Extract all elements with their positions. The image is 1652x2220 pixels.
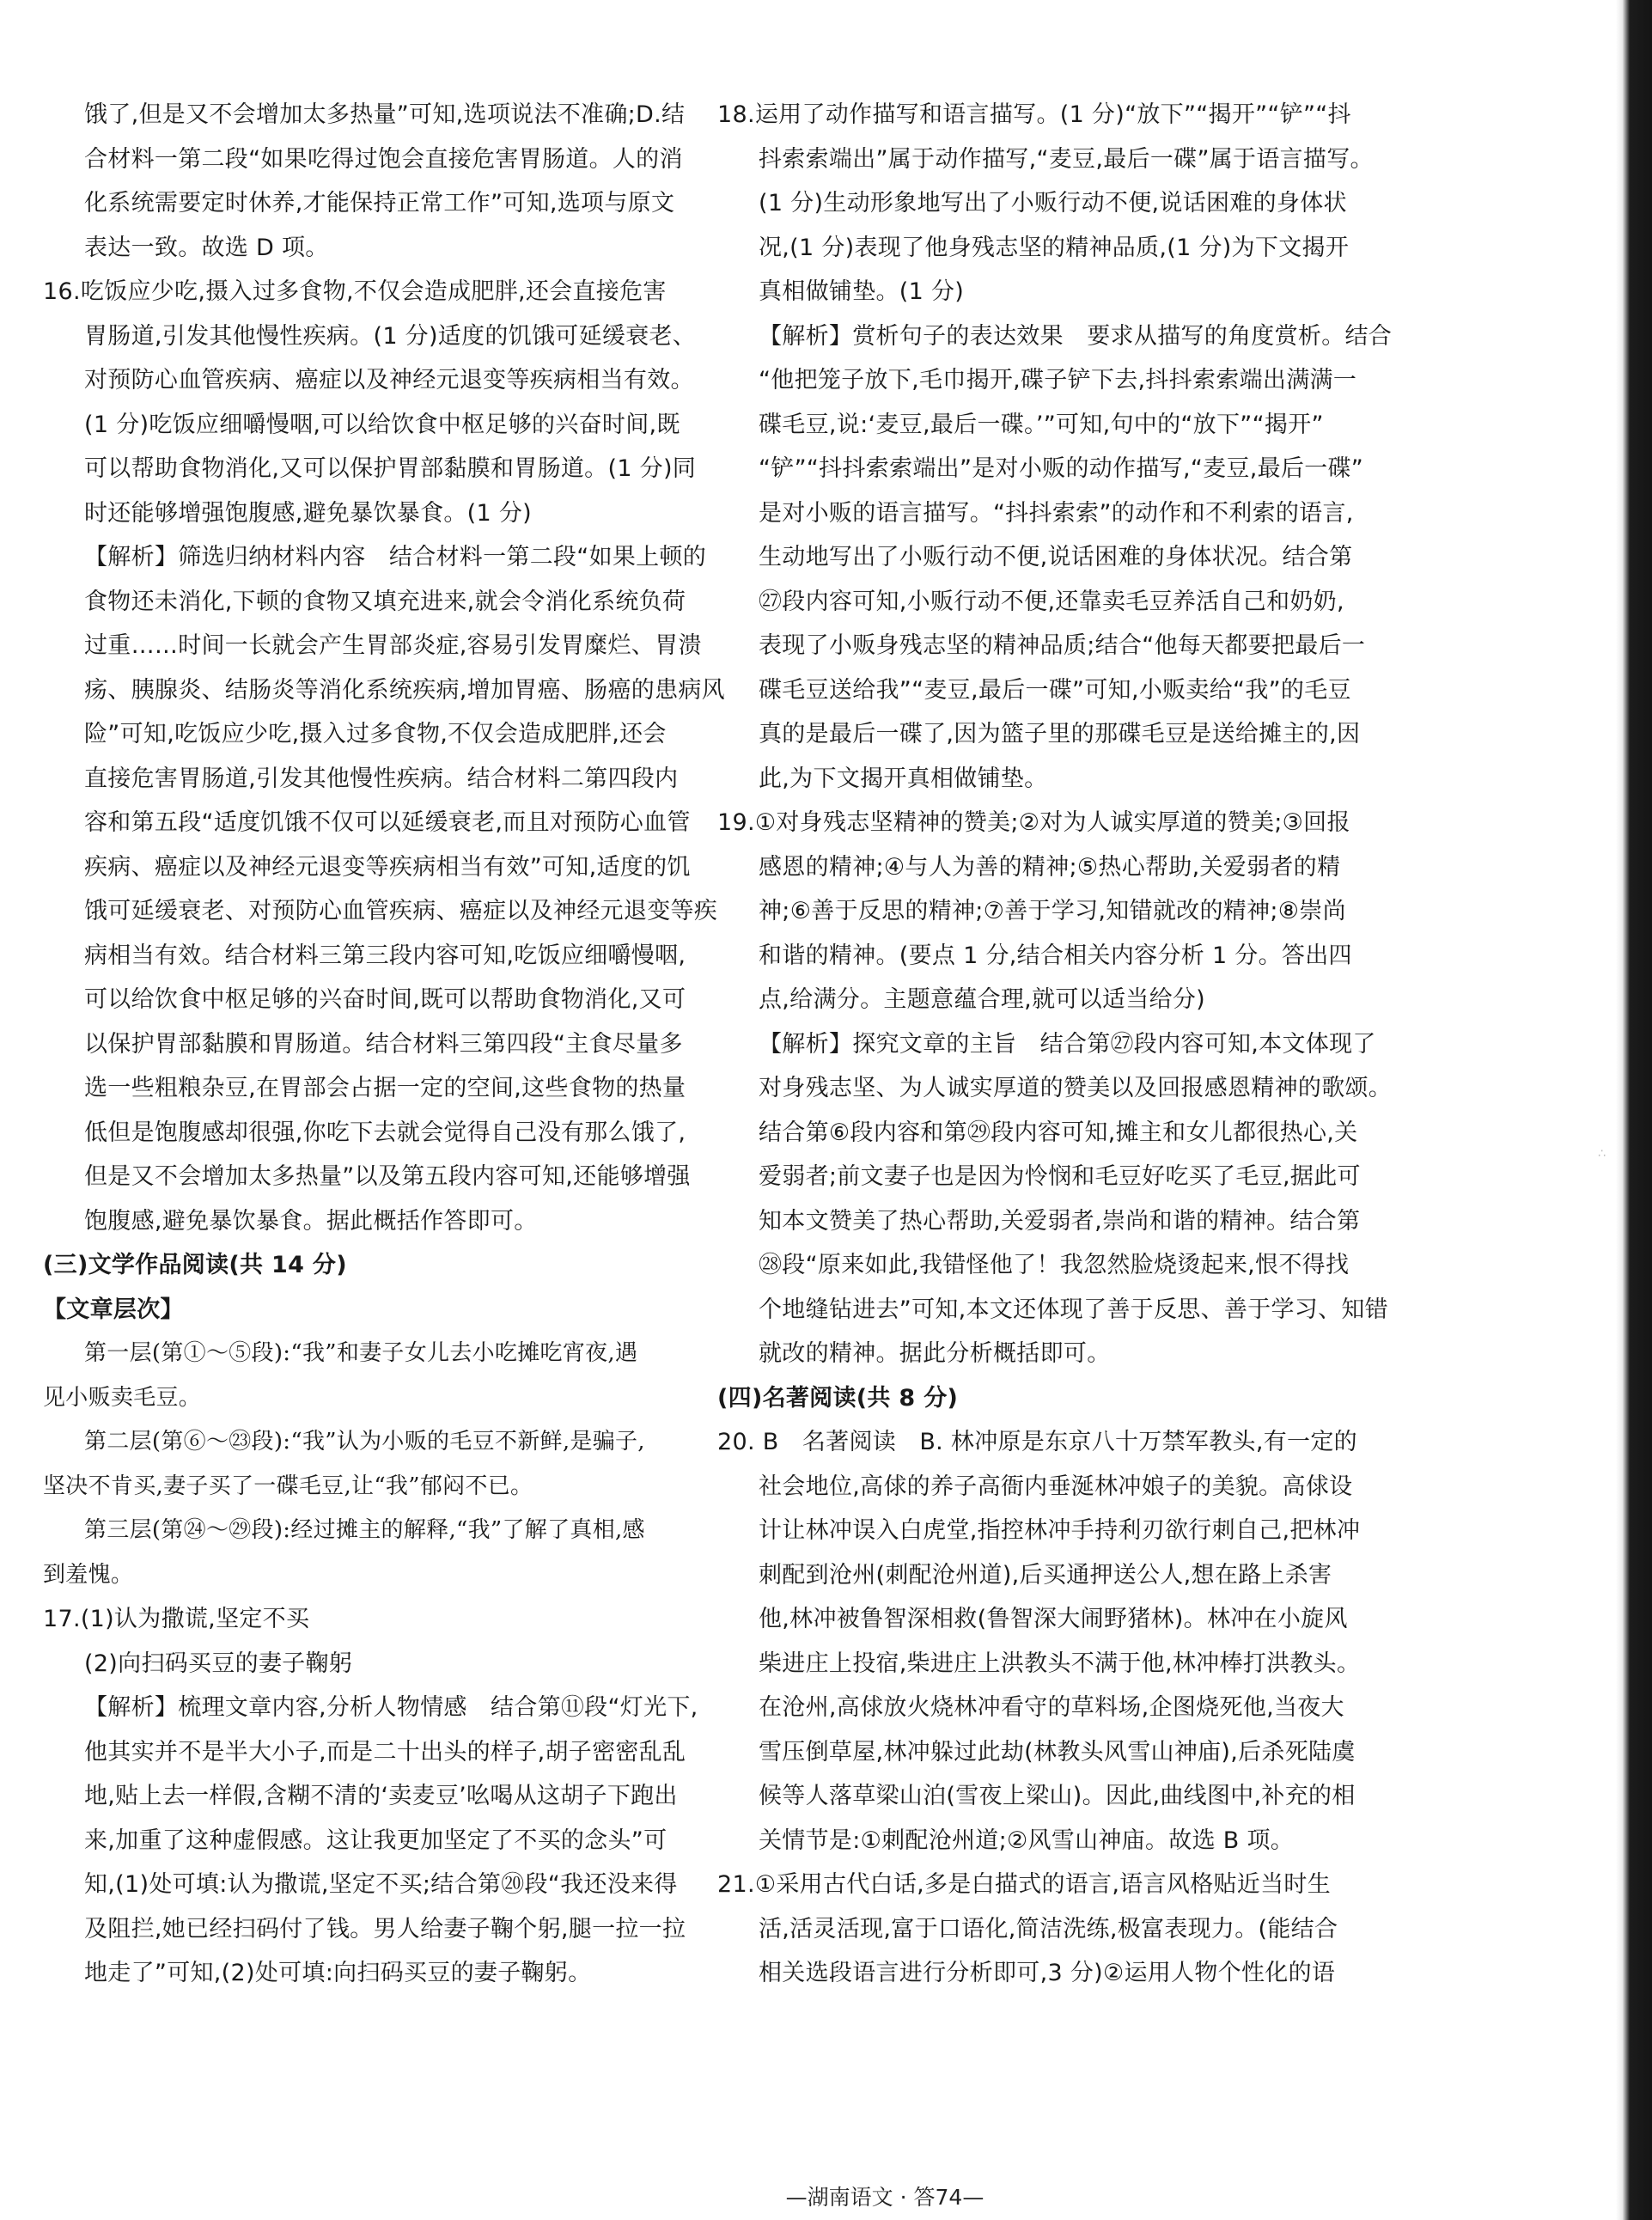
text-line: 相关选段语言进行分析即可,3 分)②运用人物个性化的语: [759, 1960, 1336, 1986]
text-line: (四)名著阅读(共 8 分): [717, 1384, 959, 1412]
text-line: 感恩的精神;④与人为善的精神;⑤热心帮助,关爱弱者的精: [759, 853, 1341, 881]
text-line: 来,加重了这种虚假感。这让我更加坚定了不买的念头”可: [84, 1827, 668, 1854]
text-line: 结合第⑥段内容和第㉙段内容可知,摊主和女儿都很热心,关: [759, 1119, 1358, 1146]
text-line: 选一些粗粮杂豆,在胃部会占据一定的空间,这些食物的热量: [84, 1075, 686, 1101]
scan-edge-shadow: [1616, 0, 1652, 2220]
text-line: 关情节是:①刺配沧州道;②风雪山神庙。故选 B 项。: [759, 1827, 1295, 1854]
text-line: 【解析】探究文章的主旨 结合第㉗段内容可知,本文体现了: [759, 1030, 1376, 1058]
text-line: 过重……时间一长就会产生胃部炎症,容易引发胃糜烂、胃溃: [84, 632, 702, 659]
text-line: 雪压倒草屋,林冲躲过此劫(林教头风雪山神庙),后杀死陆虞: [759, 1738, 1356, 1766]
text-line: 坚决不肯买,妻子买了一碟毛豆,让“我”郁闷不已。: [43, 1473, 533, 1499]
text-line: 合材料一第二段“如果吃得过饱会直接危害胃肠道。人的消: [84, 145, 683, 173]
text-line: 疡、胰腺炎、结肠炎等消化系统疾病,增加胃癌、肠癌的患病风: [84, 676, 725, 704]
text-line: 他,林冲被鲁智深相救(鲁智深大闹野猪林)。林冲在小旋风: [759, 1606, 1348, 1632]
text-line: 神;⑥善于反思的精神;⑦善于学习,知错就改的精神;⑧崇尚: [759, 898, 1346, 924]
text-line: 可以给饮食中枢足够的兴奋时间,既可以帮助食物消化,又可: [84, 986, 686, 1013]
text-line: 【解析】筛选归纳材料内容 结合材料一第二段“如果上顿的: [84, 544, 707, 570]
text-line: (1 分)生动形象地写出了小贩行动不便,说话困难的身体状: [759, 190, 1347, 217]
text-line: ㉗段内容可知,小贩行动不便,还靠卖毛豆养活自己和奶奶,: [759, 588, 1344, 615]
text-line: (2)向扫码买豆的妻子鞠躬: [84, 1650, 353, 1677]
text-line: 碟毛豆,说:‘麦豆,最后一碟。’”可知,句中的“放下”“揭开”: [759, 411, 1324, 438]
text-line: 病相当有效。结合材料三第三段内容可知,吃饭应细嚼慢咽,: [84, 942, 686, 969]
text-line: 个地缝钻进去”可知,本文还体现了善于反思、善于学习、知错: [759, 1296, 1388, 1323]
text-line: 18.运用了动作描写和语言描写。(1 分)“放下”“揭开”“铲”“抖: [717, 101, 1351, 128]
text-line: 17.(1)认为撒谎,坚定不买: [43, 1606, 310, 1632]
text-line: 饿了,但是又不会增加太多热量”可知,选项说法不准确;D.结: [84, 101, 686, 128]
text-line: 是对小贩的语言描写。“抖抖索索”的动作和不利索的语言,: [759, 499, 1354, 527]
text-line: 容和第五段“适度饥饿不仅可以延缓衰老,而且对预防心血管: [84, 809, 691, 836]
text-line: 险”可知,吃饭应少吃,摄入过多食物,不仅会造成肥胖,还会: [84, 721, 667, 747]
text-line: 就改的精神。据此分析概括即可。: [759, 1340, 1111, 1367]
left-column: [43, 93, 725, 1996]
text-line: 知本文赞美了热心帮助,关爱弱者,崇尚和谐的精神。结合第: [759, 1207, 1361, 1235]
text-line: 对身残志坚、为人诚实厚道的赞美以及回报感恩精神的歌颂。: [759, 1075, 1393, 1101]
text-line: 柴进庄上投宿,柴进庄上洪教头不满于他,林冲棒打洪教头。: [759, 1650, 1361, 1677]
text-line: 他其实并不是半大小子,而是二十出头的样子,胡子密密乱乱: [84, 1738, 686, 1766]
text-line: 16.吃饭应少吃,摄入过多食物,不仅会造成肥胖,还会直接危害: [43, 278, 667, 305]
text-line: 21.①采用古代白话,多是白描式的语言,语言风格贴近当时生: [717, 1871, 1332, 1898]
text-line: 饿可延缓衰老、对预防心血管疾病、癌症以及神经元退变等疾: [84, 898, 718, 924]
text-line: 抖索索端出”属于动作描写,“麦豆,最后一碟”属于语言描写。: [759, 145, 1374, 173]
right-column: [717, 93, 1405, 1996]
text-line: 候等人落草梁山泊(雪夜上梁山)。因此,曲线图中,补充的相: [759, 1783, 1356, 1809]
text-line: “铲”“抖抖索索端出”是对小贩的动作描写,“麦豆,最后一碟”: [759, 455, 1364, 482]
text-line: 刺配到沧州(刺配沧州道),后买通押送公人,想在路上杀害: [759, 1561, 1332, 1589]
text-line: 爱弱者;前文妻子也是因为怜悯和毛豆好吃买了毛豆,据此可: [759, 1163, 1361, 1190]
text-line: 20. B 名著阅读 B. 林冲原是东京八十万禁军教头,有一定的: [717, 1429, 1357, 1455]
text-line: 直接危害胃肠道,引发其他慢性疾病。结合材料二第四段内: [84, 765, 679, 792]
text-line: 及阻拦,她已经扫码付了钱。男人给妻子鞠个躬,腿一拉一拉: [84, 1915, 686, 1942]
text-line: 碟毛豆送给我”“麦豆,最后一碟”可知,小贩卖给“我”的毛豆: [759, 676, 1351, 704]
text-line: 19.①对身残志坚精神的赞美;②对为人诚实厚道的赞美;③回报: [717, 809, 1350, 836]
text-line: (1 分)吃饭应细嚼慢咽,可以给饮食中枢足够的兴奋时间,既: [84, 411, 680, 438]
text-line: 表达一致。故选 D 项。: [84, 234, 329, 261]
text-line: (三)文学作品阅读(共 14 分): [43, 1252, 347, 1278]
text-line: 第一层(第①～⑤段):“我”和妻子女儿去小吃摊吃宵夜,遇: [84, 1340, 638, 1366]
text-line: 胃肠道,引发其他慢性疾病。(1 分)适度的饥饿可延缓衰老、: [84, 322, 697, 350]
text-line: 活,活灵活现,富于口语化,简洁洗练,极富表现力。(能结合: [759, 1915, 1338, 1942]
text-line: 第三层(第㉔～㉙段):经过摊主的解释,“我”了解了真相,感: [84, 1517, 645, 1543]
text-line: 真的是最后一碟了,因为篮子里的那碟毛豆是送给摊主的,因: [759, 721, 1361, 747]
text-line: 见小贩卖毛豆。: [43, 1384, 202, 1411]
page-footer: —湖南语文 · 答74—: [785, 2185, 984, 2210]
text-line: 疾病、癌症以及神经元退变等疾病相当有效”可知,适度的饥: [84, 853, 691, 881]
text-line: 知,(1)处可填:认为撒谎,坚定不买;结合第⑳段“我还没来得: [84, 1871, 678, 1898]
text-line: 【解析】赏析句子的表达效果 要求从描写的角度赏析。结合: [759, 322, 1393, 350]
text-line: 社会地位,高俅的养子高衙内垂涎林冲娘子的美貌。高俅设: [759, 1473, 1353, 1500]
text-line: 此,为下文揭开真相做铺垫。: [759, 765, 1048, 792]
text-line: 地走了”可知,(2)处可填:向扫码买豆的妻子鞠躬。: [84, 1960, 592, 1986]
text-line: 计让林冲误入白虎堂,指控林冲手持利刃欲行刺自己,把林冲: [759, 1517, 1361, 1544]
text-line: 时还能够增强饱腹感,避免暴饮暴食。(1 分): [84, 499, 533, 527]
text-line: 到羞愧。: [43, 1561, 134, 1588]
text-line: 和谐的精神。(要点 1 分,结合相关内容分析 1 分。答出四: [759, 942, 1352, 969]
text-line: 对预防心血管疾病、癌症以及神经元退变等疾病相当有效。: [84, 367, 694, 393]
text-line: “他把笼子放下,毛巾揭开,碟子铲下去,抖抖索索端出满满一: [759, 367, 1357, 393]
text-line: ㉘段“原来如此,我错怪他了！我忽然脸烧烫起来,恨不得找: [759, 1252, 1350, 1278]
text-line: 在沧州,高俅放火烧林冲看守的草料场,企图烧死他,当夜大: [759, 1694, 1344, 1721]
scan-speck: ∴: [1598, 1147, 1606, 1161]
text-line: 低但是饱腹感却很强,你吃下去就会觉得自己没有那么饿了,: [84, 1119, 686, 1146]
text-line: 以保护胃部黏膜和胃肠道。结合材料三第四段“主食尽量多: [84, 1030, 683, 1058]
text-line: 【文章层次】: [43, 1296, 184, 1323]
text-line: 饱腹感,避免暴饮暴食。据此概括作答即可。: [84, 1207, 538, 1235]
text-line: 真相做铺垫。(1 分): [759, 278, 965, 305]
text-line: 生动地写出了小贩行动不便,说话困难的身体状况。结合第: [759, 544, 1353, 570]
text-line: 地,贴上去一样假,含糊不清的‘卖麦豆’吆喝从这胡子下跑出: [84, 1783, 678, 1809]
text-line: 化系统需要定时休养,才能保持正常工作”可知,选项与原文: [84, 190, 675, 217]
text-line: 况,(1 分)表现了他身残志坚的精神品质,(1 分)为下文揭开: [759, 234, 1350, 261]
text-line: 食物还未消化,下顿的食物又填充进来,就会令消化系统负荷: [84, 588, 686, 615]
text-line: 可以帮助食物消化,又可以保护胃部黏膜和胃肠道。(1 分)同: [84, 455, 697, 482]
text-line: 点,给满分。主题意蕴合理,就可以适当给分): [759, 986, 1205, 1013]
text-line: 表现了小贩身残志坚的精神品质;结合“他每天都要把最后一: [759, 632, 1366, 659]
text-line: 但是又不会增加太多热量”以及第五段内容可知,还能够增强: [84, 1163, 691, 1190]
text-line: 第二层(第⑥～㉓段):“我”认为小贩的毛豆不新鲜,是骗子,: [84, 1429, 645, 1455]
text-line: 【解析】梳理文章内容,分析人物情感 结合第⑪段“灯光下,: [84, 1694, 698, 1721]
